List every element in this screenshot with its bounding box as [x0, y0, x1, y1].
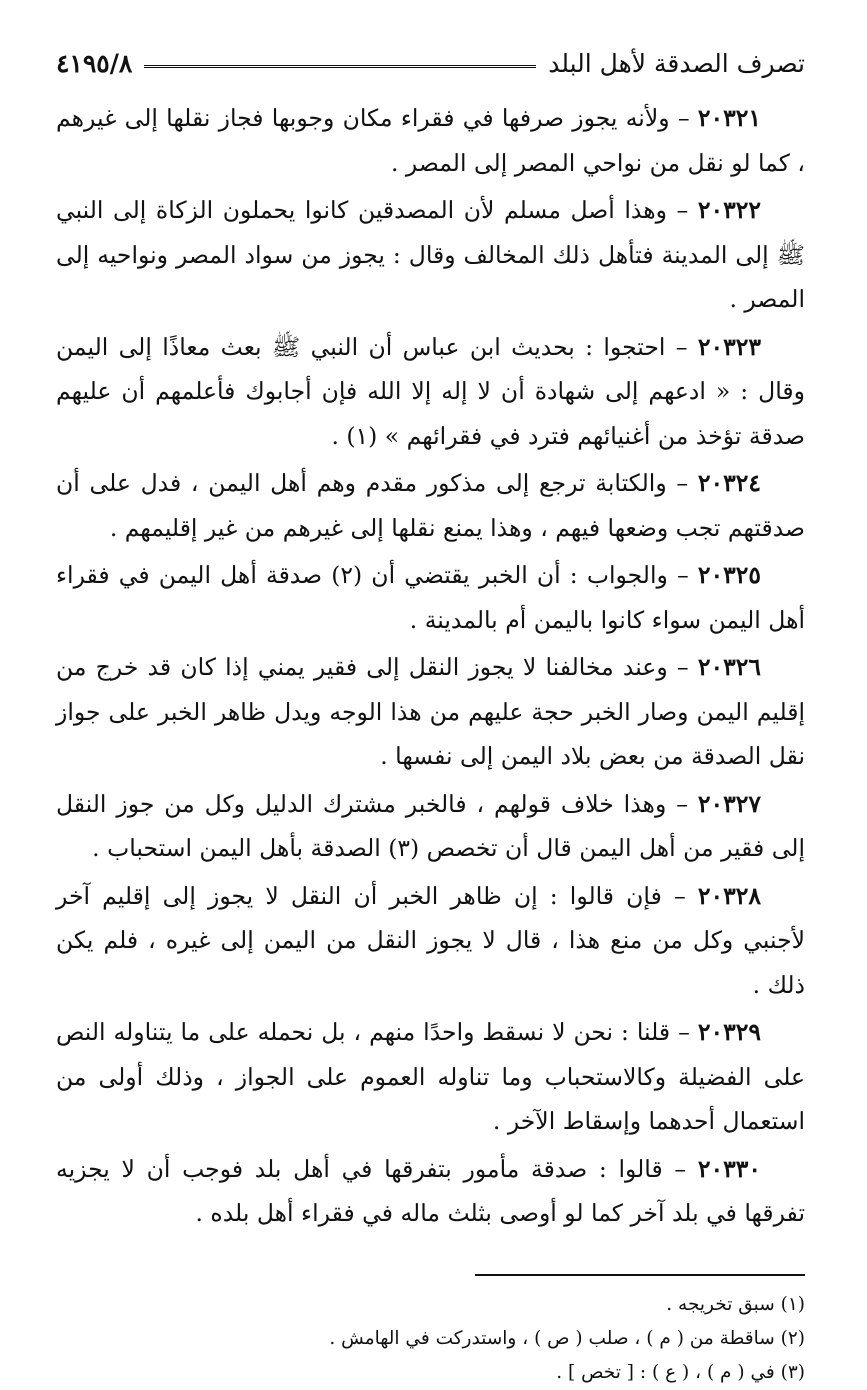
paragraph	[56, 188, 805, 322]
paragraph	[56, 325, 805, 459]
paragraph	[56, 461, 805, 550]
paragraph-text: – والكتابة ترجع إلى مذكور مقدم وهم أهل اليمن ، فدل على أن صدقتهم تجب وضعها فيهم ، وهذا يمنع نقلها إلى غيرهم من غير إقليمهم .	[56, 469, 805, 542]
paragraph-text: – وهذا أصل مسلم لأن المصدقين كانوا يحملون الزكاة إلى النبي ﷺ إلى المدينة فتأهل ذلك المخالف وقال : يجوز من سواد المصر ونواحيه إلى المصر .	[56, 196, 805, 313]
paragraph	[56, 645, 805, 779]
paragraph-number: ٢٠٣٢٥	[697, 561, 761, 589]
paragraph	[56, 782, 805, 871]
running-title: تصرف الصدقة لأهل البلد	[548, 48, 805, 78]
paragraph-number: ٢٠٣٣٠	[697, 1154, 761, 1183]
paragraph	[56, 96, 805, 185]
paragraph-text: – والجواب : أن الخبر يقتضي أن (٢) صدقة أهل اليمن في فقراء أهل اليمن سواء كانوا باليمن أم بالمدينة .	[56, 561, 805, 634]
paragraph-number: ٢٠٣٢٩	[697, 1018, 761, 1046]
page-header	[56, 38, 805, 88]
header-rule	[144, 65, 536, 68]
paragraph-number: ٢٠٣٢٣	[697, 332, 761, 361]
body-text	[56, 96, 805, 1236]
paragraph-number: ٢٠٣٢٦	[697, 653, 761, 681]
footnote: (٣) في ( م ) ، ( ع ) : [ تخص ] .	[556, 1361, 805, 1383]
paragraph-text: – وعند مخالفنا لا يجوز النقل إلى فقير يمني إذا كان قد خرج من إقليم اليمن وصار الخبر حجة عليهم من هذا الوجه ويدل ظاهر الخبر على جواز نقل الصدقة من بعض بلاد اليمن إلى نفسها .	[56, 653, 805, 770]
paragraph-text: – فإن قالوا : إن ظاهر الخبر أن النقل لا يجوز إلى إقليم آخر لأجنبي وكل من منع هذا ، قال لا يجوز النقل من اليمن إلى غيره ، فلم يكن ذلك .	[56, 881, 805, 999]
paragraph-text: – وهذا خلاف قولهم ، فالخبر مشترك الدليل وكل من جوز النقل إلى فقير من أهل اليمن قال أن تخصص (٣) الصدقة بأهل اليمن استحباب .	[56, 789, 805, 862]
paragraph-text: – قلنا : نحن لا نسقط واحدًا منهم ، بل نحمله على ما يتناوله النص على الفضيلة وكالاستحباب وما تناوله العموم على الجواز ، وذلك أولى من استعمال أحدهما وإسقاط الآخر .	[56, 1018, 805, 1135]
paragraph	[56, 553, 805, 642]
page-reference: ٤١٩٥/٨	[56, 48, 133, 78]
footnote-rule	[475, 1274, 805, 1276]
paragraph-number: ٢٠٣٢٢	[697, 196, 761, 224]
paragraph-number: ٢٠٣٢٤	[697, 469, 761, 497]
paragraph	[56, 874, 805, 1008]
paragraph-text: – قالوا : صدقة مأمور بتفرقها في أهل بلد فوجب أن لا يجزيه تفرقها في بلد آخر كما لو أوصى بثلث ماله في فقراء أهل بلده .	[56, 1154, 805, 1227]
footnote: (٢) ساقطة من ( م ) ، صلب ( ص ) ، واستدركت في الهامش .	[329, 1327, 805, 1349]
footnotes	[56, 1288, 805, 1390]
footnote: (١) سبق تخريجه .	[666, 1293, 805, 1315]
paragraph-text: – ولأنه يجوز صرفها في فقراء مكان وجوبها فجاز نقلها إلى غيرهم ، كما لو نقل من نواحي المصر إلى المصر .	[56, 104, 805, 177]
paragraph-number: ٢٠٣٢٨	[697, 881, 761, 910]
paragraph	[56, 1010, 805, 1144]
paragraph-number: ٢٠٣٢١	[697, 104, 761, 132]
paragraph-text: – احتجوا : بحديث ابن عباس أن النبي ﷺ بعث معاذًا إلى اليمن وقال : « ادعهم إلى شهادة أن لا إله إلا الله فإن أجابوك فأعلمهم أن عليهم صدقة تؤخذ من أغنيائهم فترد في فقرائهم » (١) .	[56, 332, 805, 450]
paragraph	[56, 1147, 805, 1236]
paragraph-number: ٢٠٣٢٧	[697, 789, 761, 818]
